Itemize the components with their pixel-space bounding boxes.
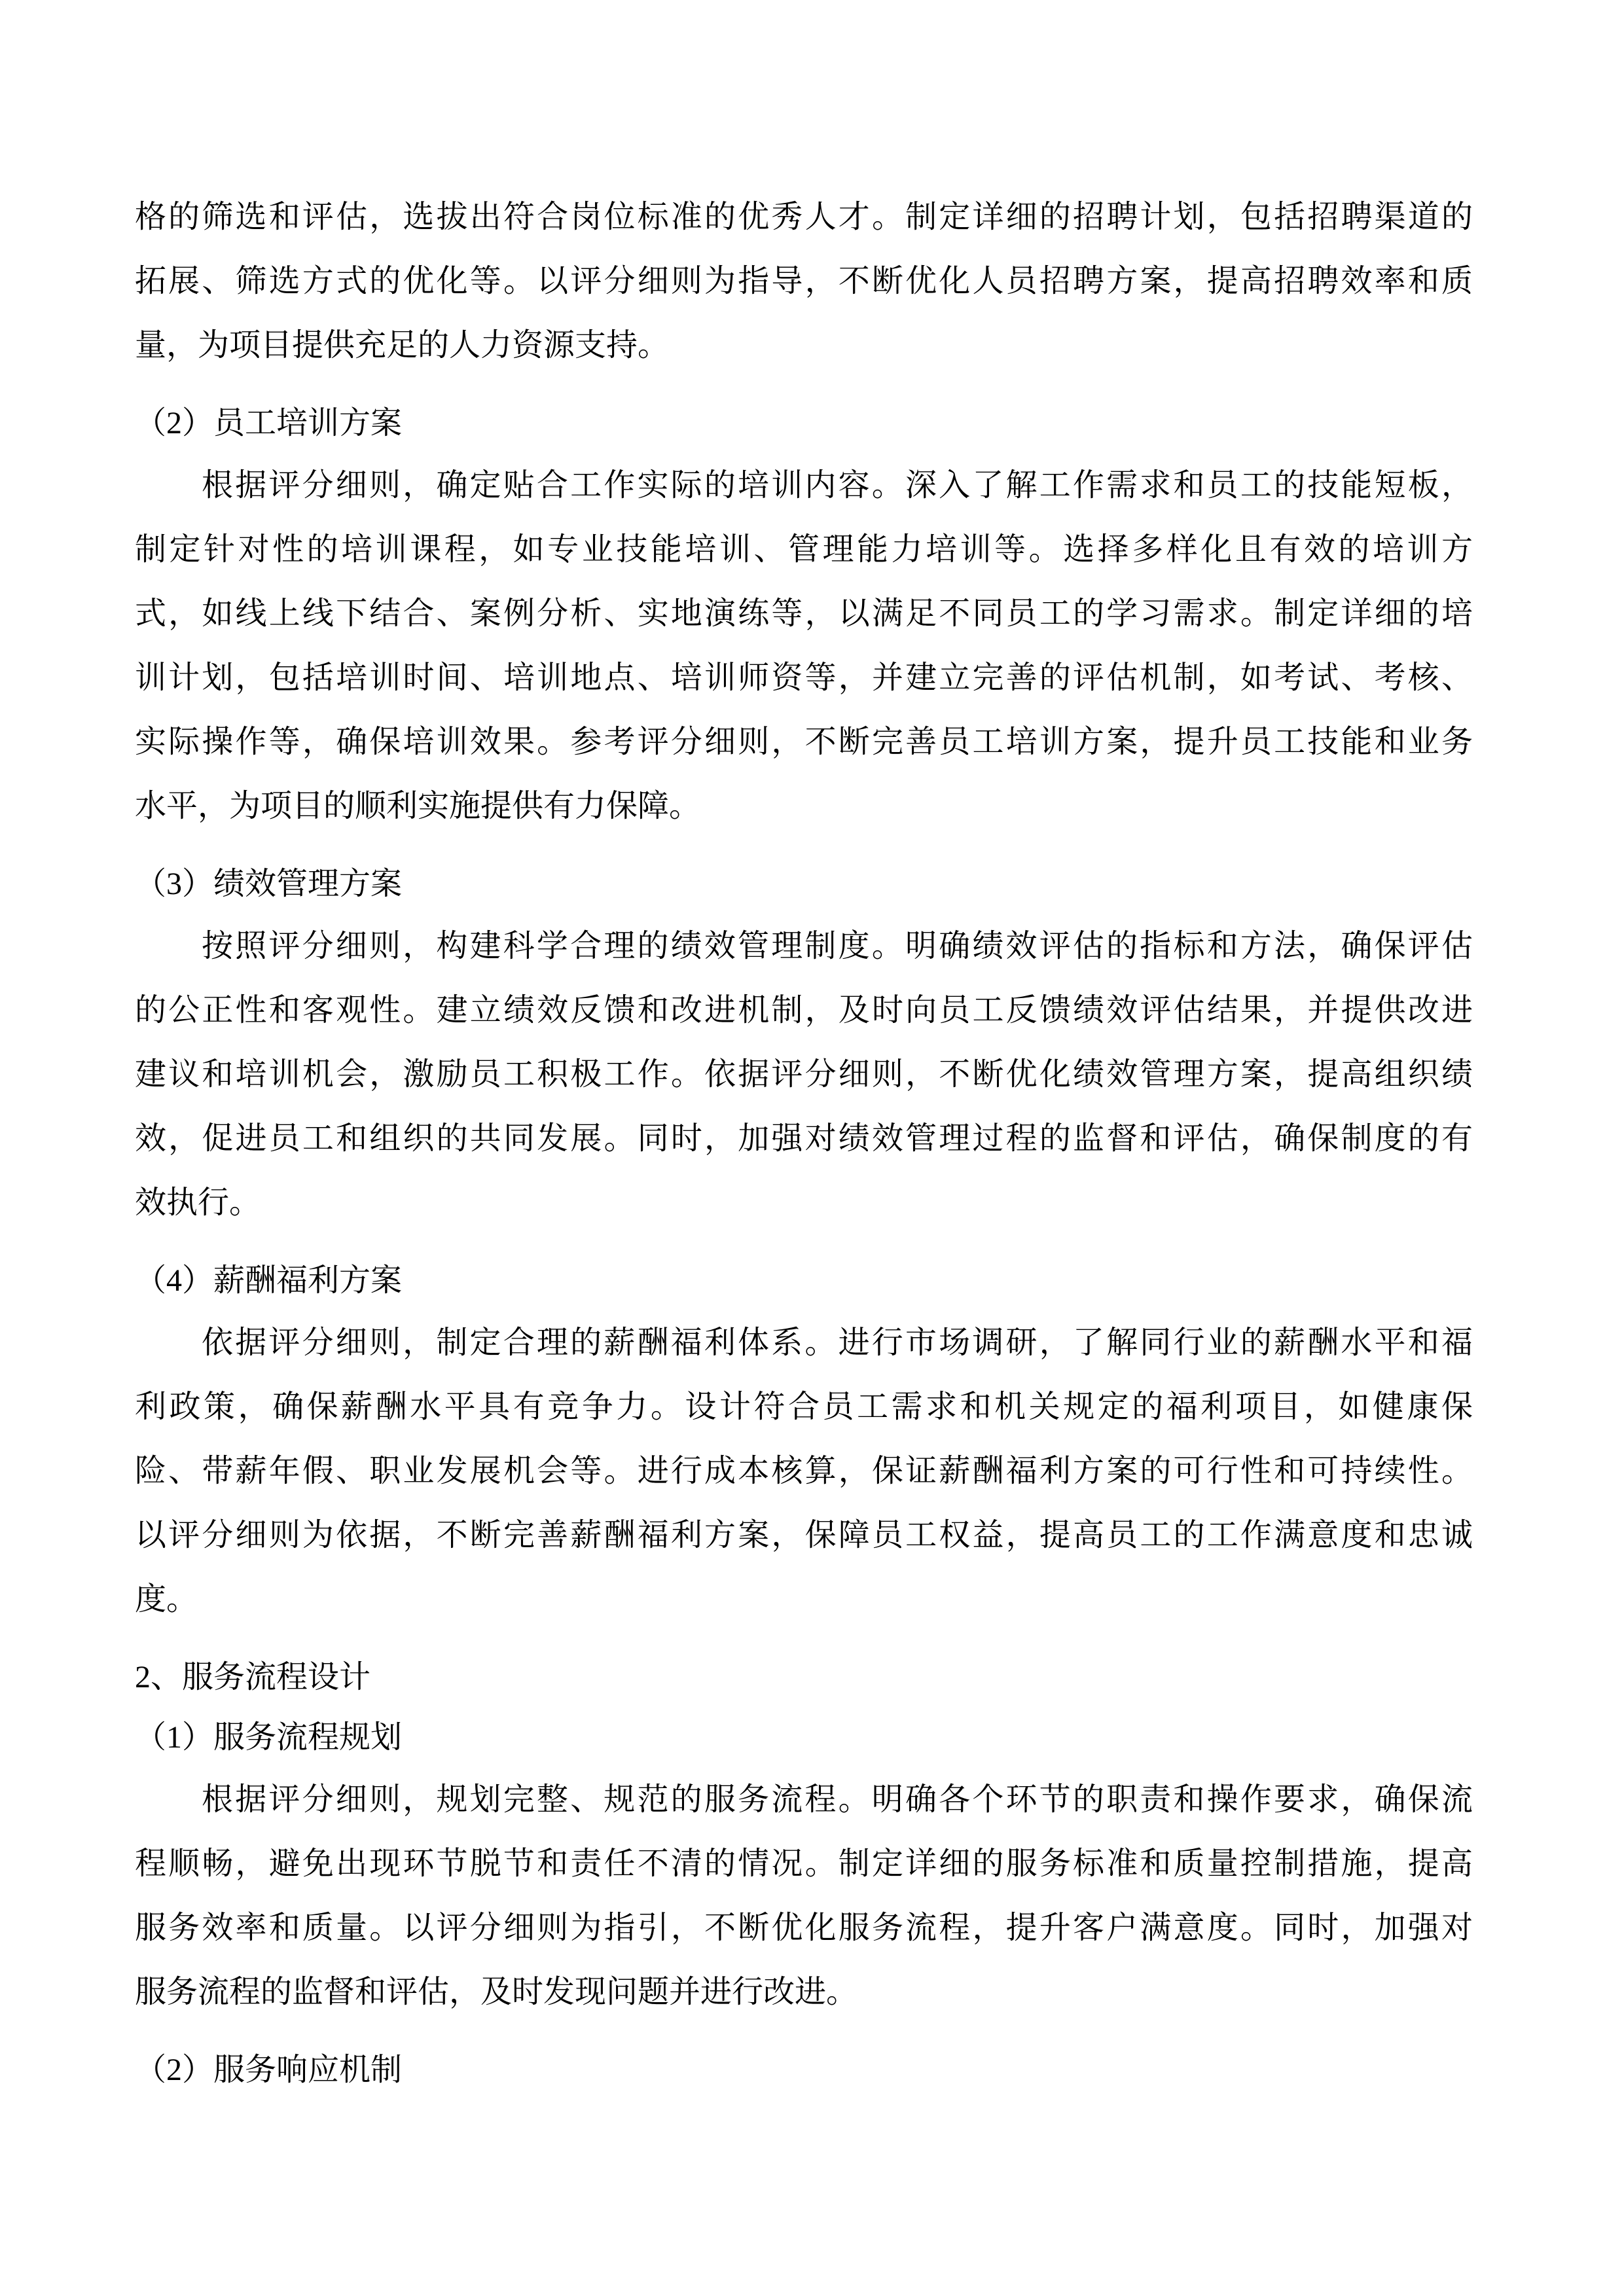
text-line: 量，为项目提供充足的人力资源支持。 [135, 328, 670, 363]
paragraph [135, 185, 1473, 378]
text-line: 服务效率和质量。以评分细则为指引，不断优化服务流程，提升客户满意度。同时，加强对 [135, 1910, 1473, 1945]
section-heading: （3）绩效管理方案 [135, 867, 403, 901]
paragraph [135, 1311, 1473, 1632]
text-line: 制定针对性的培训课程，如专业技能培训、管理能力培训等。选择多样化且有效的培训方 [135, 532, 1473, 567]
text-line: 格的筛选和评估，选拔出符合岗位标准的优秀人才。制定详细的招聘计划，包括招聘渠道的 [135, 200, 1473, 234]
text-line: 按照评分细则，构建科学合理的绩效管理制度。明确绩效评估的指标和方法，确保评估 [202, 929, 1473, 963]
text-line: 依据评分细则，制定合理的薪酬福利体系。进行市场调研，了解同行业的薪酬水平和福 [202, 1325, 1473, 1360]
text-line: 效，促进员工和组织的共同发展。同时，加强对绩效管理过程的监督和评估，确保制度的有 [135, 1121, 1473, 1156]
text-line: 险、带薪年假、职业发展机会等。进行成本核算，保证薪酬福利方案的可行性和可持续性。 [135, 1454, 1473, 1488]
text-line: 的公正性和客观性。建立绩效反馈和改进机制，及时向员工反馈绩效评估结果，并提供改进 [135, 993, 1473, 1028]
text-line: 拓展、筛选方式的优化等。以评分细则为指导，不断优化人员招聘方案，提高招聘效率和质 [135, 264, 1473, 298]
paragraph [135, 914, 1473, 1235]
text-line: 以评分细则为依据，不断完善薪酬福利方案，保障员工权益，提高员工的工作满意度和忠诚 [135, 1518, 1473, 1552]
text-line: 服务流程的监督和评估，及时发现问题并进行改进。 [135, 1975, 858, 2009]
text-line: 训计划，包括培训时间、培训地点、培训师资等，并建立完善的评估机制，如考试、考核、 [135, 660, 1473, 695]
text-line: 水平，为项目的顺利实施提供有力保障。 [135, 789, 701, 823]
text-line: 利政策，确保薪酬水平具有竞争力。设计符合员工需求和机关规定的福利项目，如健康保 [135, 1390, 1473, 1424]
text-line: 建议和培训机会，激励员工积极工作。依据评分细则，不断优化绩效管理方案，提高组织绩 [135, 1057, 1473, 1092]
document-content [135, 185, 1473, 2100]
section-heading: （1）服务流程规划 [135, 1720, 403, 1755]
text-line: 根据评分细则，确定贴合工作实际的培训内容。深入了解工作需求和员工的技能短板， [202, 468, 1473, 503]
section-heading: （2）服务响应机制 [135, 2053, 403, 2087]
section-heading: （4）薪酬福利方案 [135, 1263, 403, 1298]
text-line: 根据评分细则，规划完整、规范的服务流程。明确各个环节的职责和操作要求，确保流 [202, 1782, 1473, 1817]
text-line: 程顺畅，避免出现环节脱节和责任不清的情况。制定详细的服务标准和质量控制措施，提高 [135, 1846, 1473, 1881]
paragraph [135, 1768, 1473, 2024]
text-line: 式，如线上线下结合、案例分析、实地演练等，以满足不同员工的学习需求。制定详细的培 [135, 596, 1473, 631]
section-heading: （2）员工培训方案 [135, 406, 403, 440]
text-line: 度。 [135, 1582, 198, 1617]
text-line: 效执行。 [135, 1185, 261, 1220]
paragraph [135, 454, 1473, 838]
text-line: 实际操作等，确保培训效果。参考评分细则，不断完善员工培训方案，提升员工技能和业务 [135, 725, 1473, 759]
section-heading: 2、服务流程设计 [135, 1660, 371, 1695]
